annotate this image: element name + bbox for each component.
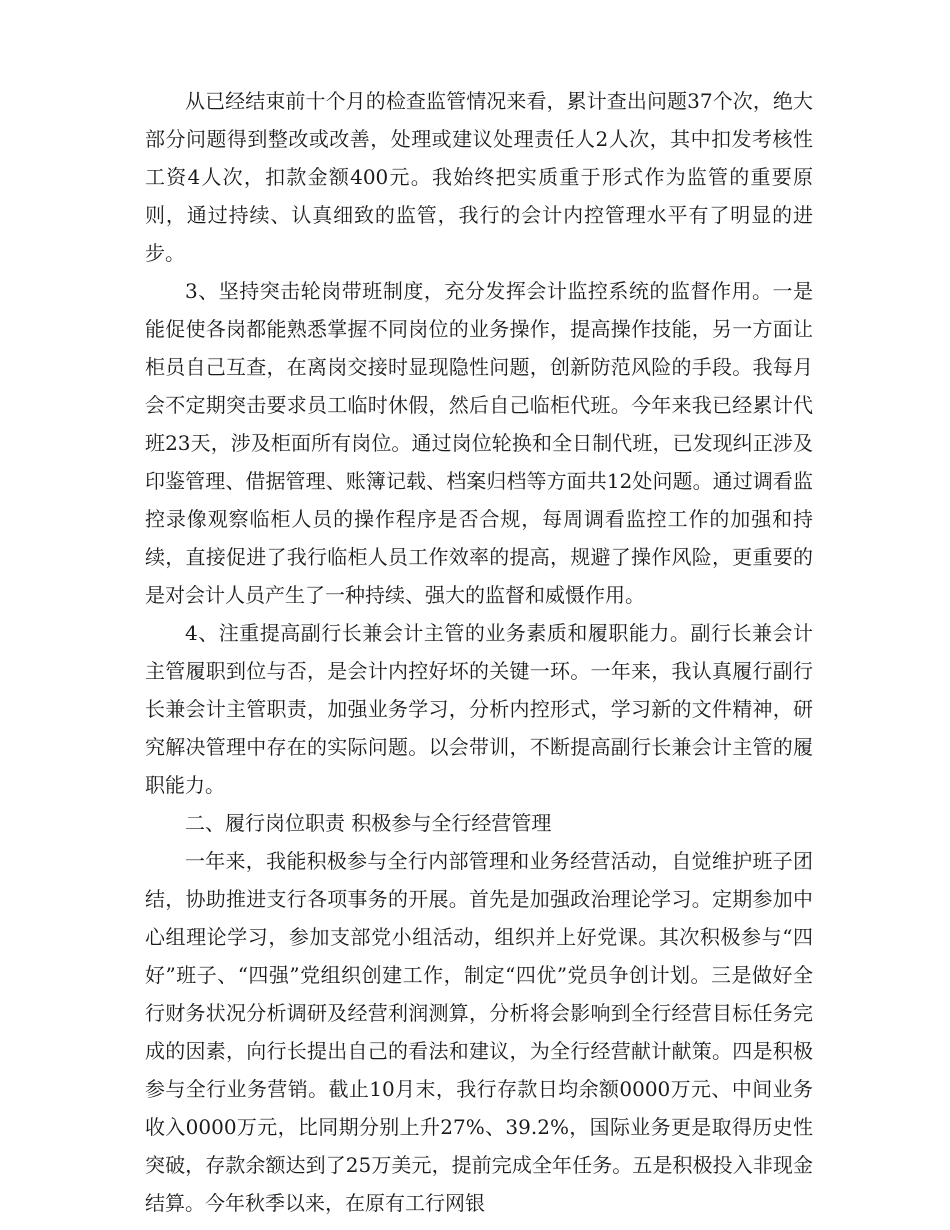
section-heading-duties: 二、履行岗位职责 积极参与全行经营管理	[185, 811, 552, 835]
paragraph-supervisor-ability: 4、注重提高副行长兼会计主管的业务素质和履职能力。副行长兼会计主管履职到位与否，是会计内控好坏的关键一环。一年来，我认真履行副行长兼会计主管职责，加强业务学习，分析内控形式，学习新的文件精神，研究解决管理中存在的实际问题。以会带训，不断提高副行长兼会计主管的履职能力。	[145, 621, 813, 797]
paragraph-supervision-summary: 从已经结束前十个月的检查监管情况来看，累计查出问题37个次，绝大部分问题得到整改或改善，处理或建议处理责任人2人次，其中扣发考核性工资4人次，扣款金额400元。我始终把实质重于形式作为监管的重要原则，通过持续、认真细致的监管，我行的会计内控管理水平有了明显的进步。	[145, 89, 813, 265]
document-body	[145, 82, 813, 1222]
paragraph-rotation-system: 3、坚持突击轮岗带班制度，充分发挥会计监控系统的监督作用。一是能促使各岗都能熟悉掌握不同岗位的业务操作，提高操作技能，另一方面让柜员自己互查，在离岗交接时显现隐性问题，创新防范风险的手段。我每月会不定期突击要求员工临时休假，然后自己临柜代班。今年来我已经累计代班23天，涉及柜面所有岗位。通过岗位轮换和全日制代班，已发现纠正涉及印鉴管理、借据管理、账簿记载、档案归档等方面共12处问题。通过调看监控录像观察临柜人员的操作程序是否合规，每周调看监控工作的加强和持续，直接促进了我行临柜人员工作效率的提高，规避了操作风险，更重要的是对会计人员产生了一种持续、强大的监督和威慑作用。	[145, 279, 813, 607]
paragraph-management-participation: 一年来，我能积极参与全行内部管理和业务经营活动，自觉维护班子团结，协助推进支行各项事务的开展。首先是加强政治理论学习。定期参加中心组理论学习，参加支部党小组活动，组织并上好党课。其次积极参与“四好”班子、“四强”党组织创建工作，制定“四优”党员争创计划。三是做好全行财务状况分析调研及经营利润测算，分析将会影响到全行经营目标任务完成的因素，向行长提出自己的看法和建议，为全行经营献计献策。四是积极参与全行业务营销。截止10月末，我行存款日均余额0000万元、中间业务收入0000万元，比同期分别上升27%、39.2%，国际业务更是取得历史性突破，存款余额达到了25万美元，提前完成全年任务。五是积极投入非现金结算。今年秋季以来，在原有工行网银	[145, 849, 813, 1215]
